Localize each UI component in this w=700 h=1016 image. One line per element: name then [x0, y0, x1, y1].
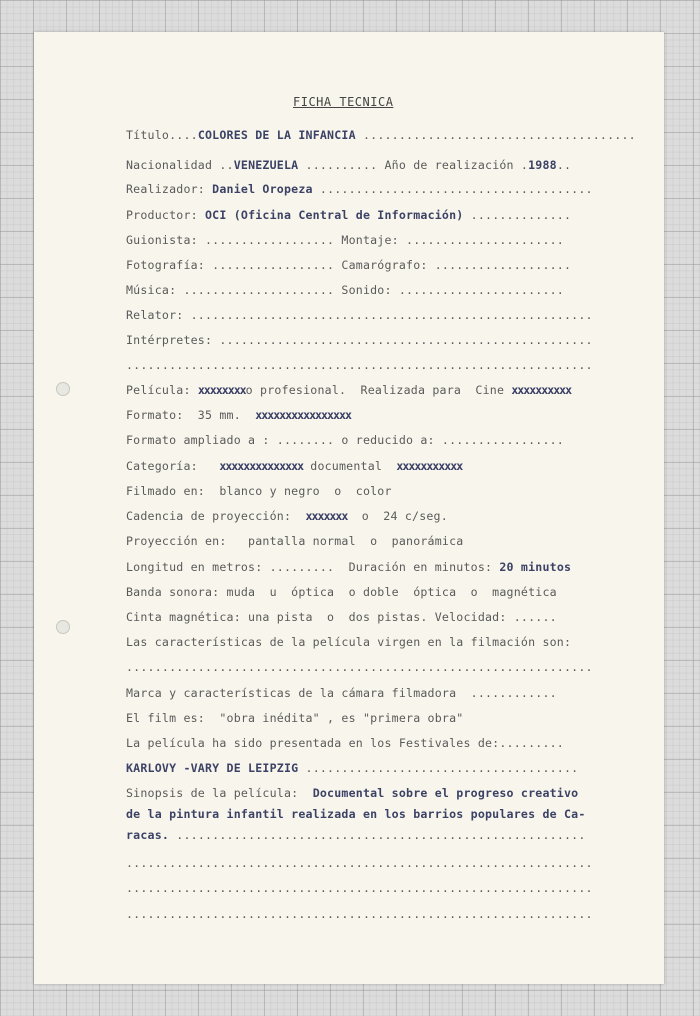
form-line	[126, 208, 611, 222]
form-label: Las características de la película virgen en la filmación son:	[126, 635, 572, 649]
form-label: Música: ..................... Sonido: .......................	[126, 283, 564, 297]
form-label: La película ha sido presentada en los Festivales de:.........	[126, 736, 564, 750]
typed-value: xxxxxxxxxxxxxxxx	[255, 408, 351, 422]
form-line	[126, 907, 611, 921]
form-label: Cinta magnética: una pista o dos pistas. Velocidad: ......	[126, 610, 557, 624]
typed-value: xxxxxxxxxxxxxx	[219, 459, 304, 473]
form-label: Intérpretes: ....................................................	[126, 333, 593, 347]
form-label: Banda sonora: muda u óptica o doble óptica o magnética	[126, 585, 557, 599]
form-label: .................................................................	[126, 856, 593, 870]
typed-value: de la pintura infantil realizada en los barrios populares de Ca-	[126, 807, 586, 821]
form-label: .................................................................	[126, 907, 593, 921]
form-label: Categoría:	[126, 459, 220, 473]
form-line	[126, 856, 611, 870]
form-dots: .........................................................	[169, 828, 586, 842]
form-label: Filmado en: blanco y negro o color	[126, 484, 392, 498]
form-line	[126, 459, 611, 473]
form-line	[126, 358, 611, 372]
form-line	[126, 182, 611, 196]
punch-hole-top	[56, 382, 70, 396]
form-label: El film es: "obra inédita" , es "primera obra"	[126, 711, 464, 725]
form-label: Sinopsis de la película:	[126, 786, 313, 800]
typed-value: Documental sobre el progreso creativo	[312, 786, 579, 800]
form-dots: ......................................	[355, 128, 636, 142]
document-title: FICHA TECNICA	[293, 95, 394, 109]
form-line	[126, 560, 611, 574]
typed-value: OCI (Oficina Central de Información)	[204, 208, 464, 222]
form-line	[126, 686, 611, 700]
form-line	[126, 786, 611, 800]
typed-value: xxxxxxx	[305, 509, 348, 523]
form-dots: ......................................	[298, 761, 579, 775]
form-line	[126, 534, 611, 548]
typed-value: xxxxxxxx	[197, 383, 246, 397]
form-line	[126, 258, 611, 272]
typed-value: racas.	[126, 828, 170, 842]
form-label: Nacionalidad ..	[126, 158, 234, 172]
form-dots: .......... Año de realización .	[298, 158, 529, 172]
typed-value: Daniel Oropeza	[212, 182, 313, 196]
form-label: Proyección en: pantalla normal o panorámica	[126, 534, 464, 548]
form-dots: ..............	[463, 208, 572, 222]
form-line	[126, 881, 611, 895]
form-line	[126, 283, 611, 297]
form-line	[126, 333, 611, 347]
punch-hole-bottom	[56, 620, 70, 634]
form-label: .................................................................	[126, 881, 593, 895]
form-line	[126, 761, 611, 775]
form-line	[126, 433, 611, 447]
form-line	[126, 383, 611, 397]
form-line	[126, 509, 611, 523]
form-line	[126, 233, 611, 247]
typed-value: COLORES DE LA INFANCIA	[197, 128, 356, 142]
form-dots: ..	[556, 158, 572, 172]
form-line	[126, 660, 611, 674]
form-dots: ......................................	[312, 182, 593, 196]
form-label: .................................................................	[126, 358, 593, 372]
form-line	[126, 128, 636, 142]
form-line	[126, 308, 611, 322]
form-label: Guionista: .................. Montaje: ......................	[126, 233, 564, 247]
form-line	[126, 736, 611, 750]
form-dots: o profesional. Realizada para Cine	[245, 383, 512, 397]
form-label: .................................................................	[126, 660, 593, 674]
typed-value: xxxxxxxxxxx	[396, 459, 463, 473]
form-label: Relator: ........................................................	[126, 308, 593, 322]
typed-value: 1988	[528, 158, 557, 172]
typed-value: xxxxxxxxxx	[511, 383, 572, 397]
form-label: Productor:	[126, 208, 205, 222]
form-label: Título....	[126, 128, 198, 142]
form-line	[126, 585, 611, 599]
typed-value: 20 minutos	[499, 560, 572, 574]
form-dots: o 24 c/seg.	[347, 509, 448, 523]
form-line	[126, 828, 611, 842]
form-label: Formato ampliado a : ........ o reducido a: .................	[126, 433, 564, 447]
typed-value: VENEZUELA	[233, 158, 299, 172]
form-line	[126, 408, 611, 422]
form-label: Fotografía: ................. Camarógrafo: ...................	[126, 258, 572, 272]
form-dots: documental	[303, 459, 397, 473]
form-line	[126, 158, 611, 172]
form-label: Longitud en metros: ......... Duración en minutos:	[126, 560, 500, 574]
form-line	[126, 711, 611, 725]
form-label: Marca y características de la cámara filmadora ............	[126, 686, 557, 700]
form-line	[126, 610, 611, 624]
form-label: Cadencia de proyección:	[126, 509, 306, 523]
form-line	[126, 807, 611, 821]
form-label: Realizador:	[126, 182, 213, 196]
form-label: Película:	[126, 383, 198, 397]
form-line	[126, 484, 611, 498]
typed-value: KARLOVY -VARY DE LEIPZIG	[126, 761, 299, 775]
form-line	[126, 635, 611, 649]
form-label: Formato: 35 mm.	[126, 408, 256, 422]
